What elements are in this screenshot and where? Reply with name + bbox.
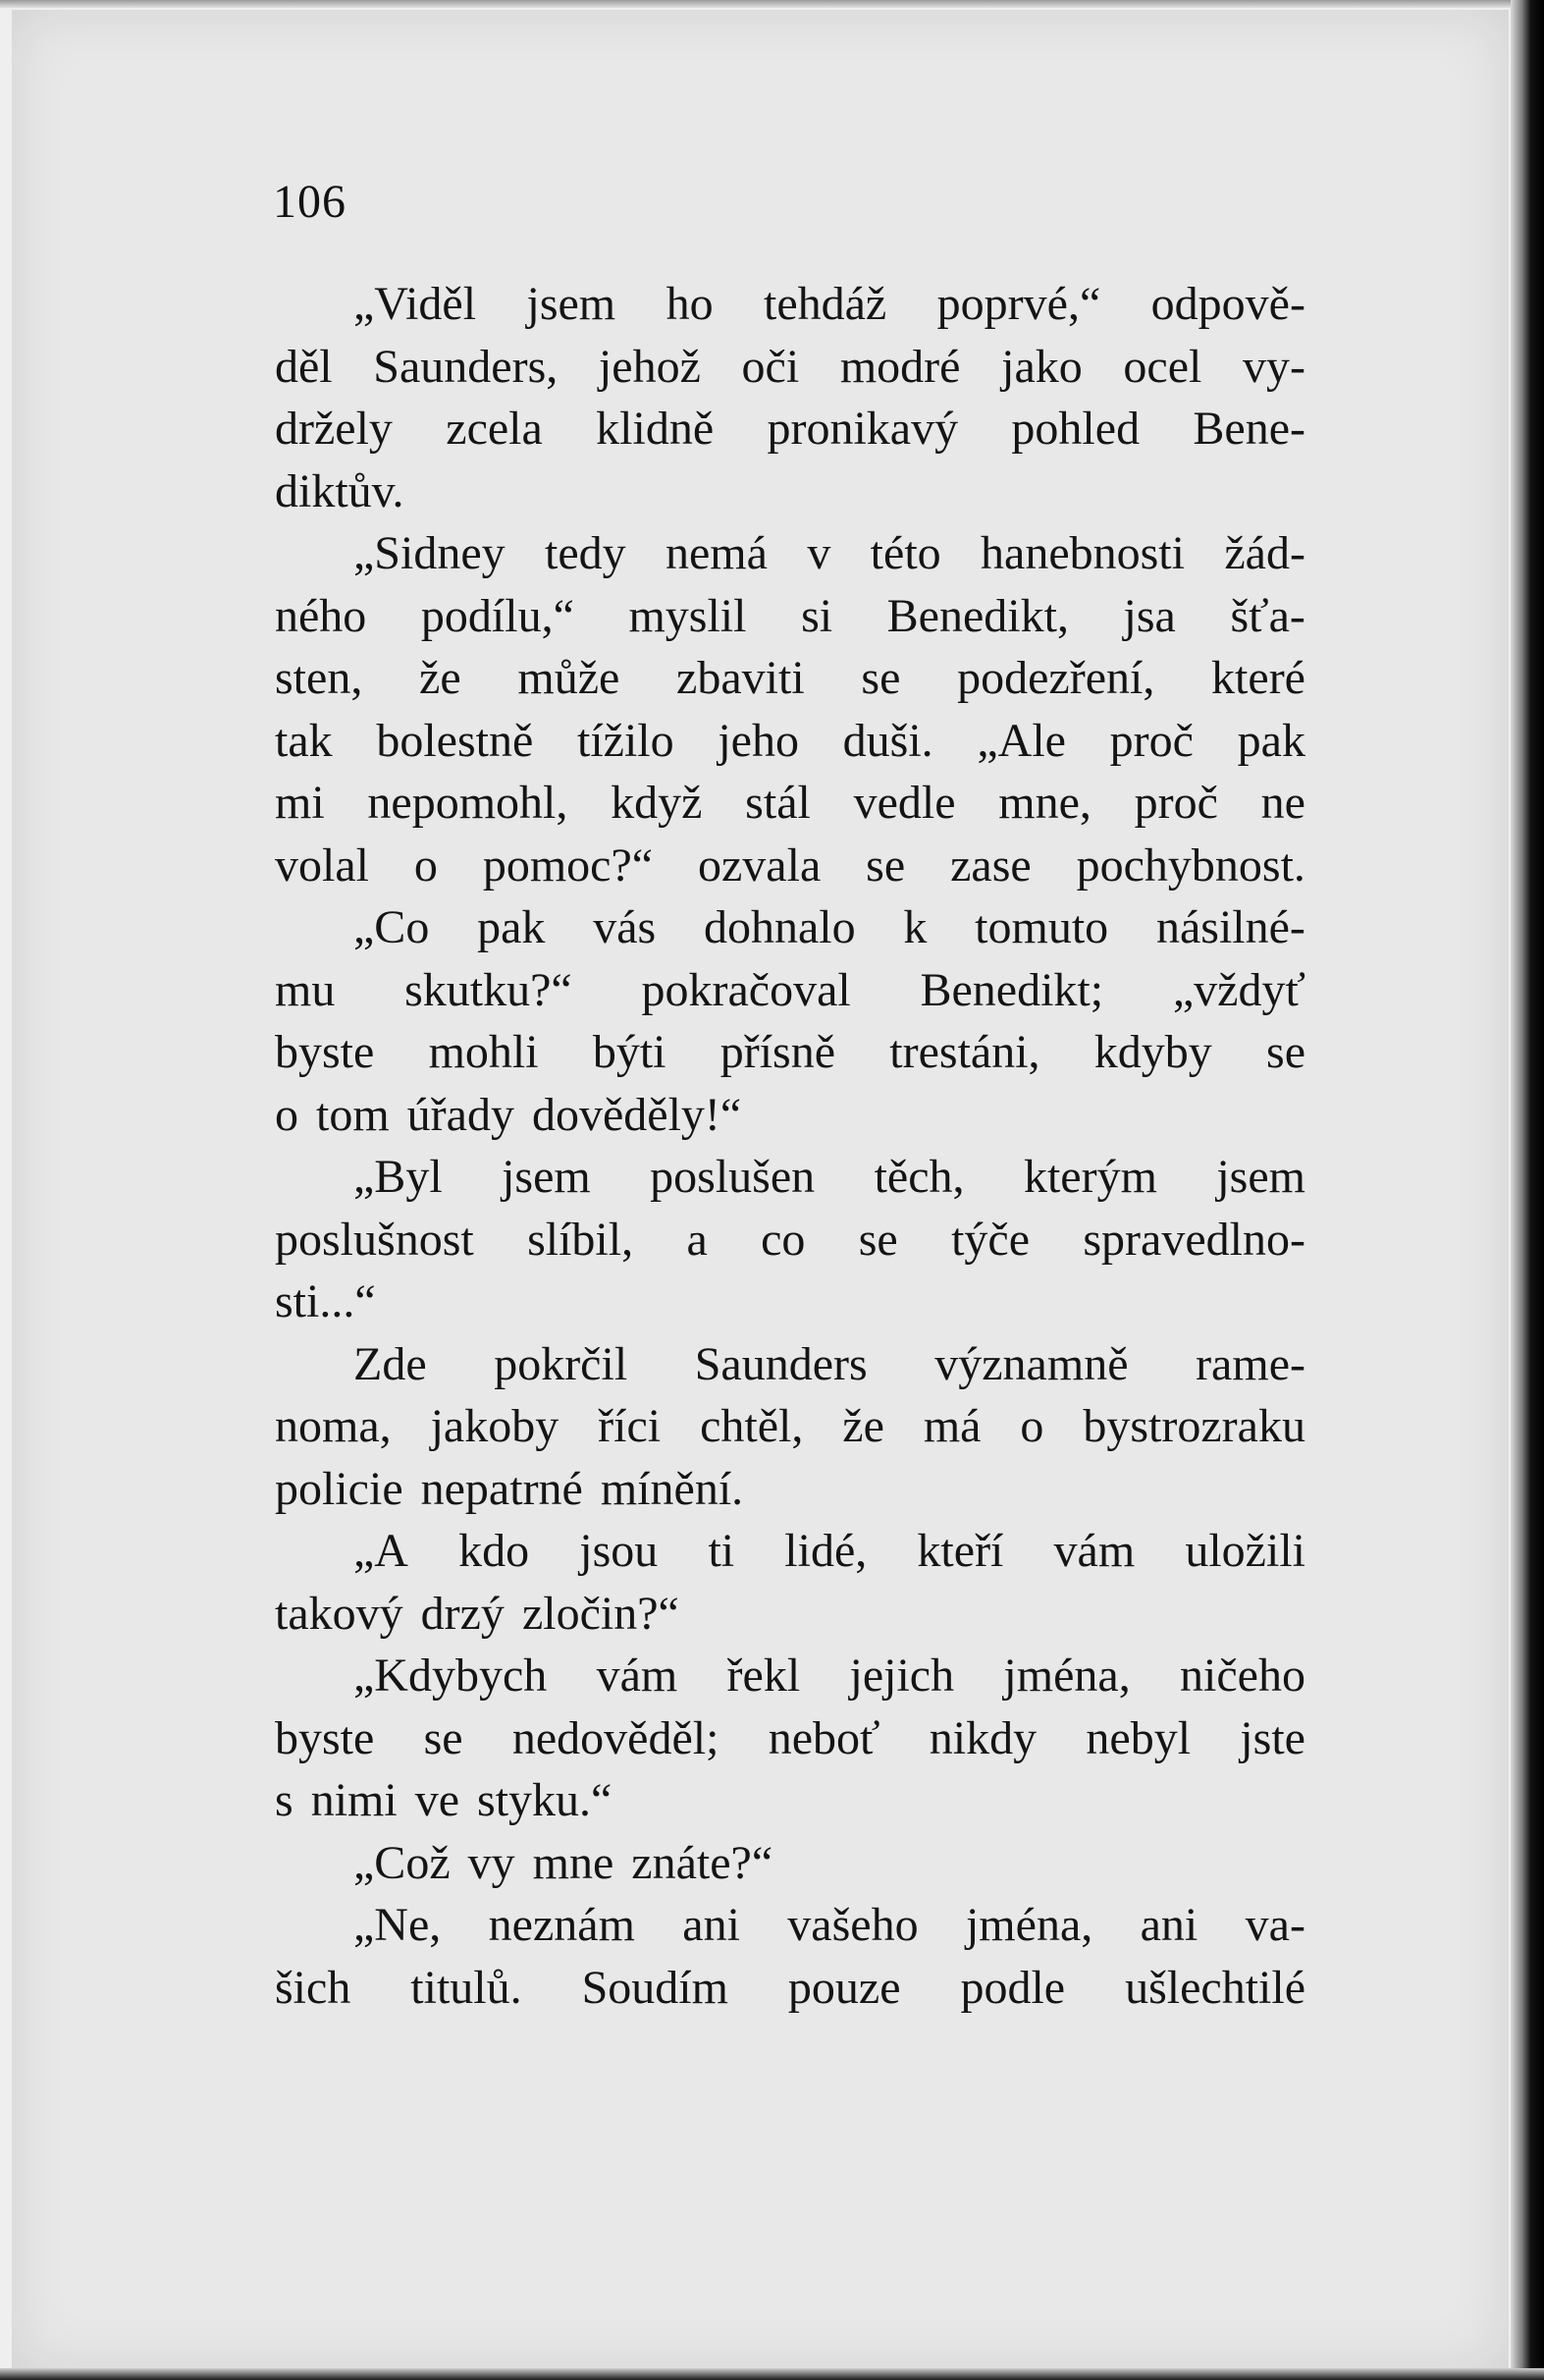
word: může <box>517 652 620 704</box>
page-number: 106 <box>273 176 346 228</box>
text-line <box>275 1520 1305 1583</box>
word: ocel <box>1123 340 1202 393</box>
word: tedy <box>545 527 626 579</box>
word: ného <box>275 589 367 642</box>
word: zase <box>950 838 1032 892</box>
word: klidně <box>596 403 715 455</box>
word: rame- <box>1196 1337 1305 1390</box>
word: skutku?“ <box>404 963 572 1016</box>
word: kdo <box>458 1525 530 1577</box>
word: byste <box>275 1711 375 1764</box>
word: neboť <box>768 1711 880 1764</box>
word: mne <box>532 1836 614 1889</box>
word: Saunders <box>694 1337 868 1390</box>
word: vašeho <box>787 1899 919 1951</box>
text-line <box>275 1209 1305 1271</box>
word: „Byl <box>353 1151 443 1203</box>
word: vy- <box>1243 340 1305 393</box>
word: nebyl <box>1086 1711 1192 1764</box>
word: vám <box>1053 1525 1136 1577</box>
word: Bene- <box>1193 403 1305 455</box>
word: jako <box>1001 340 1083 393</box>
word: mohli <box>428 1026 539 1078</box>
word: pokrčil <box>494 1337 628 1390</box>
word: styku.“ <box>477 1774 612 1826</box>
word: podezření, <box>957 652 1155 704</box>
word: Zde <box>353 1337 427 1390</box>
word: Saunders, <box>373 340 559 393</box>
word: Soudím <box>581 1961 728 2014</box>
word: se <box>861 652 901 704</box>
word: jména, <box>1003 1650 1131 1702</box>
word: stál <box>745 777 811 829</box>
word: zbaviti <box>676 652 805 704</box>
text-line <box>275 959 1305 1022</box>
word: ničeho <box>1180 1650 1305 1702</box>
word: násilné- <box>1155 901 1305 953</box>
word: vy <box>467 1836 515 1889</box>
word: odpově- <box>1150 278 1305 330</box>
word: těch, <box>874 1151 965 1203</box>
word: této <box>870 527 941 579</box>
word: tom <box>316 1088 390 1141</box>
word: oči <box>741 340 800 393</box>
word: modré <box>839 340 961 393</box>
word: ani <box>1140 1899 1198 1951</box>
word: s <box>275 1774 293 1826</box>
text-line <box>275 1146 1305 1209</box>
word: zločin?“ <box>521 1587 679 1640</box>
word: si <box>801 589 833 642</box>
text-line <box>275 835 1305 897</box>
text-line <box>275 585 1305 648</box>
word: nemá <box>666 527 768 579</box>
word: byste <box>275 1026 375 1078</box>
word: trestáni, <box>889 1026 1040 1078</box>
word: podílu,“ <box>420 589 574 642</box>
word: poslušen <box>650 1151 816 1203</box>
text-line <box>275 1583 1305 1646</box>
text-line <box>275 1707 1305 1770</box>
text-line <box>275 1021 1305 1084</box>
word: „vždyť <box>1172 963 1305 1016</box>
word: šťa- <box>1230 589 1305 642</box>
word: poslušnost <box>275 1213 474 1266</box>
word: co <box>761 1213 806 1266</box>
word: nimi <box>310 1774 398 1826</box>
word: tak <box>275 714 333 767</box>
text-line <box>275 772 1305 835</box>
word: „Co <box>353 901 430 953</box>
word: „Kdybych <box>353 1650 548 1702</box>
page-top-shadow <box>0 0 1544 8</box>
word: úřady <box>406 1088 514 1141</box>
word: slíbil, <box>527 1213 634 1266</box>
word: jsem <box>502 1151 591 1203</box>
word: má <box>923 1400 982 1452</box>
page-bottom-shadow <box>0 2368 1544 2380</box>
word: pomoc?“ <box>482 838 654 892</box>
word: hanebnosti <box>981 527 1185 579</box>
word: kterým <box>1023 1151 1157 1203</box>
word: znáte?“ <box>631 1836 773 1889</box>
text-line <box>275 1271 1305 1333</box>
word: týče <box>951 1213 1031 1266</box>
word: bolestně <box>376 714 534 767</box>
word: neznám <box>488 1899 635 1951</box>
text-line <box>275 1395 1305 1458</box>
word: že <box>419 652 461 704</box>
text-line <box>275 1957 1305 2020</box>
word: „Viděl <box>353 278 477 330</box>
word: mínění. <box>600 1462 744 1515</box>
text-line <box>275 1645 1305 1707</box>
word: jsa <box>1123 589 1176 642</box>
text-line <box>275 273 1305 336</box>
word: uložili <box>1185 1525 1305 1577</box>
text-line <box>275 398 1305 460</box>
word: jste <box>1240 1711 1305 1764</box>
word: vás <box>593 901 657 953</box>
word: titulů. <box>410 1961 522 2014</box>
word: „A <box>353 1525 408 1577</box>
word: „Sidney <box>353 527 506 579</box>
text-line <box>275 1458 1305 1521</box>
word: jsem <box>526 278 616 330</box>
word: mi <box>275 777 325 829</box>
word: držely <box>275 403 393 455</box>
word: „Což <box>353 1836 451 1889</box>
word: o <box>413 838 438 892</box>
word: chtěl, <box>700 1400 804 1452</box>
word: řekl <box>726 1650 801 1702</box>
word: žád- <box>1224 527 1305 579</box>
word: nedověděl; <box>511 1711 719 1764</box>
word: jsou <box>579 1525 659 1577</box>
word: o <box>1020 1400 1044 1452</box>
word: sti...“ <box>275 1275 376 1327</box>
word: volal <box>275 838 369 892</box>
word: kdyby <box>1093 1026 1212 1078</box>
word: lidé, <box>784 1525 868 1577</box>
word: takový <box>275 1587 403 1640</box>
word: jakoby <box>430 1400 559 1452</box>
word: bystrozraku <box>1083 1400 1305 1452</box>
word: se <box>858 1213 898 1266</box>
word: pak <box>477 901 546 953</box>
word: o <box>275 1088 298 1141</box>
word: proč <box>1109 714 1194 767</box>
word: jejich <box>849 1650 955 1702</box>
word: k <box>903 901 928 953</box>
word: „Ne, <box>353 1899 442 1951</box>
word: jeho <box>718 714 799 767</box>
word: podle <box>960 1961 1066 2014</box>
word: pak <box>1237 714 1305 767</box>
word: jsem <box>1216 1151 1305 1203</box>
word: ušlechtilé <box>1125 1961 1305 2014</box>
word: duši. <box>842 714 933 767</box>
word: drzý <box>420 1587 505 1640</box>
word: diktův. <box>275 464 404 517</box>
word: ozvala <box>698 838 822 892</box>
text-line <box>275 1769 1305 1832</box>
word: va- <box>1245 1899 1305 1951</box>
word: kteří <box>917 1525 1004 1577</box>
word: jména, <box>965 1899 1093 1951</box>
text-line <box>275 336 1305 399</box>
word: když <box>611 777 703 829</box>
word: býti <box>592 1026 666 1078</box>
word: nepatrné <box>420 1462 583 1515</box>
word: říci <box>598 1400 662 1452</box>
word: pohled <box>1011 403 1141 455</box>
word: dohnalo <box>703 901 856 953</box>
text-line <box>275 1894 1305 1957</box>
word: pronikavý <box>767 403 959 455</box>
text-line <box>275 1084 1305 1147</box>
book-binding-edge <box>1511 0 1544 2380</box>
text-line <box>275 1333 1305 1396</box>
word: šich <box>275 1961 351 2014</box>
text-line <box>275 1832 1305 1895</box>
word: se <box>866 838 906 892</box>
word: ti <box>708 1525 735 1577</box>
word: Benedikt, <box>886 589 1069 642</box>
word: mu <box>275 963 336 1016</box>
word: se <box>1266 1026 1305 1078</box>
word: a <box>686 1213 708 1266</box>
word: které <box>1211 652 1305 704</box>
word: policie <box>275 1462 403 1515</box>
word: proč <box>1134 777 1218 829</box>
word: se <box>423 1711 463 1764</box>
word: „Ale <box>977 714 1066 767</box>
word: mne, <box>998 777 1091 829</box>
word: že <box>842 1400 884 1452</box>
word: tehdáž <box>763 278 887 330</box>
word: zcela <box>446 403 543 455</box>
text-line <box>275 896 1305 959</box>
text-line <box>275 460 1305 523</box>
word: pokračoval <box>641 963 851 1016</box>
word: myslil <box>628 589 747 642</box>
word: tomuto <box>975 901 1109 953</box>
text-line <box>275 647 1305 710</box>
word: tížilo <box>576 714 674 767</box>
word: sten, <box>275 652 363 704</box>
text-line <box>275 522 1305 585</box>
word: významně <box>934 1337 1129 1390</box>
word: spravedlno- <box>1083 1213 1305 1266</box>
word: přísně <box>719 1026 836 1078</box>
word: vedle <box>853 777 956 829</box>
word: dověděly!“ <box>531 1088 742 1141</box>
word: ho <box>666 278 714 330</box>
word: ne <box>1260 777 1305 829</box>
word: nepomohl, <box>367 777 568 829</box>
word: vám <box>596 1650 678 1702</box>
word: pouze <box>787 1961 901 2014</box>
word: Benedikt; <box>920 963 1104 1016</box>
word: děl <box>275 340 333 393</box>
word: poprvé,“ <box>936 278 1101 330</box>
word: jehož <box>598 340 701 393</box>
body-text <box>275 273 1305 2019</box>
word: noma, <box>275 1400 392 1452</box>
word: ani <box>682 1899 740 1951</box>
text-line <box>275 710 1305 773</box>
word: ve <box>414 1774 460 1826</box>
word: nikdy <box>929 1711 1038 1764</box>
word: pochybnost. <box>1076 838 1305 892</box>
word: v <box>807 527 831 579</box>
